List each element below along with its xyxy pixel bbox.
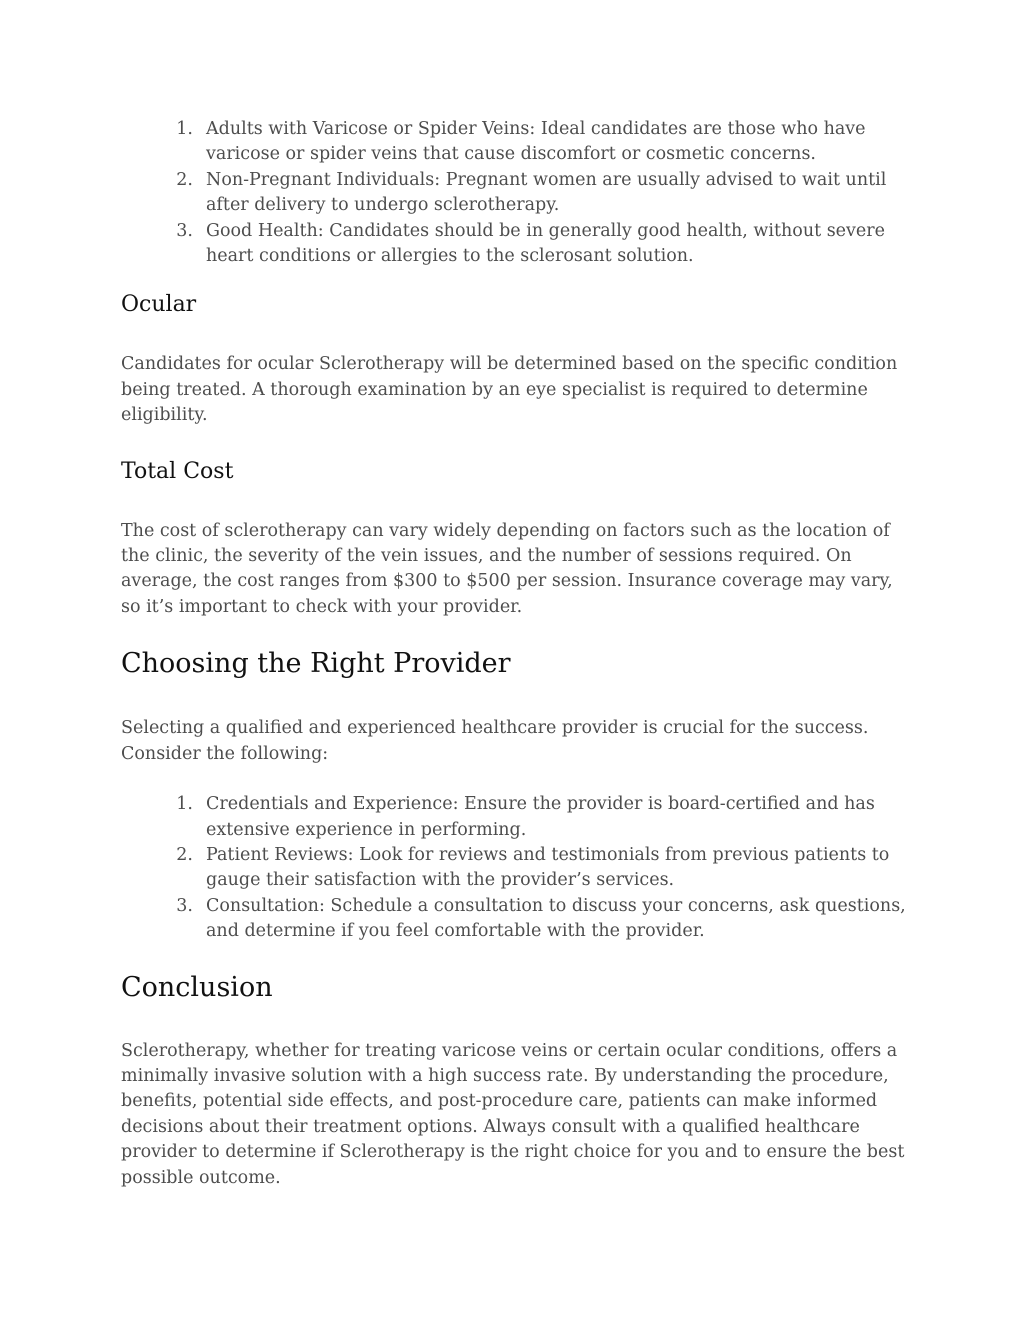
list-item: [121, 894, 911, 945]
list-item: [121, 843, 911, 894]
list-number: 1.: [176, 119, 193, 139]
list-number: 3.: [176, 895, 193, 916]
list-text: Good Health: Candidates should be in generally good health, without severe heart conditions or allergies to the sclerosant solution.: [206, 220, 885, 267]
provider-intro: Selecting a qualified and experienced healthcare provider is crucial for the success. Consider the following:: [121, 718, 869, 764]
list-text: Credentials and Experience: Ensure the provider is board-certified and has extensive experience in performing.: [206, 794, 875, 840]
total-cost-heading: Total Cost: [121, 458, 234, 484]
candidates-list: [121, 117, 911, 269]
list-number: 2.: [176, 169, 193, 190]
list-number: 3.: [176, 220, 193, 241]
list-text: Adults with Varicose or Spider Veins: Ideal candidates are those who have varicose or spider veins that cause discomfort or cosmetic concerns.: [206, 119, 866, 165]
list-number: 1.: [176, 794, 193, 815]
list-text: Consultation: Schedule a consultation to discuss your concerns, ask questions, and determine if you feel comfortable with the provider.: [206, 895, 906, 942]
total-cost-paragraph: The cost of sclerotherapy can vary widely depending on factors such as the location of the clinic, the severity of the vein issues, and the number of sessions required. On average, the cost ranges from $300 to $500 per session. Insurance coverage may vary, so it’s important to check with your provider.: [121, 520, 893, 617]
conclusion-paragraph: Sclerotherapy, whether for treating varicose veins or certain ocular conditions, offers a minimally invasive solution with a high success rate. By understanding the procedure, benefits, potential side effects, and post-procedure care, patients can make informed decisions about their treatment options. Always consult with a qualified healthcare provider to determine if Sclerotherapy is the right choice for you and to ensure the best possible outcome.: [121, 1040, 905, 1188]
list-text: Non-Pregnant Individuals: Pregnant women are usually advised to wait until after delivery to undergo sclerotherapy.: [206, 169, 887, 216]
provider-list: [121, 792, 911, 944]
conclusion-heading: Conclusion: [121, 971, 273, 1003]
ocular-heading: Ocular: [121, 292, 197, 318]
provider-heading: Choosing the Right Provider: [121, 648, 511, 680]
list-item: [121, 792, 911, 843]
list-item: [121, 219, 911, 270]
list-text: Patient Reviews: Look for reviews and testimonials from previous patients to gauge their satisfaction with the provider’s services.: [206, 844, 890, 891]
document-page: [121, 117, 911, 1191]
ocular-paragraph: Candidates for ocular Sclerotherapy will be determined based on the specific condition being treated. A thorough examination by an eye specialist is required to determine eligibility.: [121, 354, 898, 426]
list-number: 2.: [176, 844, 193, 865]
list-item: [121, 168, 911, 219]
list-item: [121, 117, 911, 168]
